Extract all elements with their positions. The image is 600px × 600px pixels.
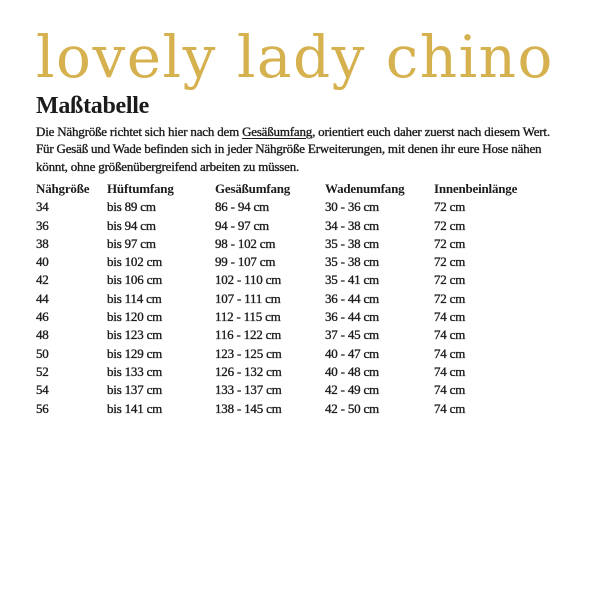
- table-cell: 74 cm: [434, 363, 466, 379]
- table-cell: 98 - 102 cm: [215, 235, 276, 251]
- table-cell: 38: [36, 235, 49, 251]
- table-row: [36, 326, 576, 344]
- table-cell: 74 cm: [434, 309, 466, 325]
- table-cell: bis 133 cm: [107, 363, 163, 379]
- table-cell: 102 - 110 cm: [215, 272, 282, 288]
- intro-line-1: [36, 123, 550, 140]
- table-row: [36, 381, 576, 399]
- table-cell: bis 94 cm: [107, 217, 156, 233]
- table-cell: 72 cm: [434, 235, 466, 251]
- table-cell: 30 - 36 cm: [325, 199, 379, 215]
- table-cell: bis 97 cm: [107, 235, 156, 251]
- table-cell: 37 - 45 cm: [325, 327, 379, 343]
- table-cell: 74 cm: [434, 400, 466, 416]
- table-cell: bis 141 cm: [107, 400, 163, 416]
- table-cell: 36 - 44 cm: [325, 309, 379, 325]
- table-cell: bis 89 cm: [107, 199, 156, 215]
- table-cell: 56: [36, 400, 49, 416]
- brand-title: lovely lady chino: [36, 23, 554, 91]
- column-header: Wadenumfang: [325, 181, 405, 196]
- column-header: Hüftumfang: [107, 181, 174, 196]
- table-cell: 54: [36, 382, 49, 398]
- table-row: [36, 345, 576, 363]
- size-table: [36, 180, 576, 418]
- table-cell: 74 cm: [434, 382, 466, 398]
- table-cell: 74 cm: [434, 327, 466, 343]
- table-cell: 48: [36, 327, 49, 343]
- table-row: [36, 363, 576, 381]
- table-cell: 112 - 115 cm: [215, 309, 281, 325]
- table-cell: 72 cm: [434, 254, 466, 270]
- table-cell: 36: [36, 217, 49, 233]
- table-cell: 72 cm: [434, 199, 466, 215]
- table-cell: 72 cm: [434, 290, 466, 306]
- section-title: Maßtabelle: [36, 93, 149, 119]
- table-body: [36, 198, 576, 418]
- table-row: [36, 271, 576, 289]
- table-cell: 133 - 137 cm: [215, 382, 282, 398]
- table-cell: 40: [36, 254, 49, 270]
- table-cell: bis 106 cm: [107, 272, 163, 288]
- table-cell: 138 - 145 cm: [215, 400, 282, 416]
- intro-line1-before: Die Nähgröße richtet sich hier nach dem: [36, 124, 243, 139]
- table-cell: bis 120 cm: [107, 309, 163, 325]
- intro-underlined-term: Gesäßumfang: [242, 124, 313, 139]
- table-cell: bis 102 cm: [107, 254, 163, 270]
- table-header-row: [36, 180, 576, 198]
- table-cell: 86 - 94 cm: [215, 199, 269, 215]
- table-cell: bis 137 cm: [107, 382, 163, 398]
- table-cell: 34: [36, 199, 49, 215]
- table-row: [36, 198, 576, 216]
- table-cell: 126 - 132 cm: [215, 363, 282, 379]
- table-row: [36, 400, 576, 418]
- table-cell: 35 - 38 cm: [325, 235, 379, 251]
- intro-paragraph: [36, 123, 550, 175]
- table-cell: 72 cm: [434, 272, 466, 288]
- table-cell: 123 - 125 cm: [215, 345, 282, 361]
- table-cell: 40 - 48 cm: [325, 363, 379, 379]
- table-cell: 116 - 122 cm: [215, 327, 282, 343]
- table-row: [36, 290, 576, 308]
- column-header: Nähgröße: [36, 181, 90, 196]
- table-row: [36, 217, 576, 235]
- table-cell: 40 - 47 cm: [325, 345, 379, 361]
- intro-line-3: könnt, ohne größenübergreifend arbeiten zu müssen.: [36, 158, 300, 174]
- column-header: Innenbeinlänge: [434, 181, 518, 196]
- table-cell: bis 114 cm: [107, 290, 162, 306]
- table-cell: 94 - 97 cm: [215, 217, 269, 233]
- table-cell: 44: [36, 290, 49, 306]
- table-cell: 99 - 107 cm: [215, 254, 276, 270]
- table-cell: 46: [36, 309, 49, 325]
- table-cell: 74 cm: [434, 345, 466, 361]
- table-cell: 42: [36, 272, 49, 288]
- table-cell: 42 - 49 cm: [325, 382, 379, 398]
- table-cell: 35 - 38 cm: [325, 254, 379, 270]
- table-row: [36, 308, 576, 326]
- table-row: [36, 253, 576, 271]
- table-cell: 50: [36, 345, 49, 361]
- table-cell: 52: [36, 363, 49, 379]
- table-cell: 34 - 38 cm: [325, 217, 379, 233]
- table-row: [36, 235, 576, 253]
- intro-line-2: Für Gesäß und Wade befinden sich in jeder Nähgröße Erweiterungen, mit denen ihr eure Hose nähen: [36, 141, 542, 157]
- column-header: Gesäßumfang: [215, 181, 291, 196]
- table-cell: 35 - 41 cm: [325, 272, 379, 288]
- table-cell: 36 - 44 cm: [325, 290, 379, 306]
- table-cell: bis 123 cm: [107, 327, 163, 343]
- table-cell: 42 - 50 cm: [325, 400, 379, 416]
- table-cell: 107 - 111 cm: [215, 290, 281, 306]
- table-cell: bis 129 cm: [107, 345, 163, 361]
- intro-line1-after: , orientiert euch daher zuerst nach diesem Wert.: [312, 124, 550, 139]
- table-cell: 72 cm: [434, 217, 466, 233]
